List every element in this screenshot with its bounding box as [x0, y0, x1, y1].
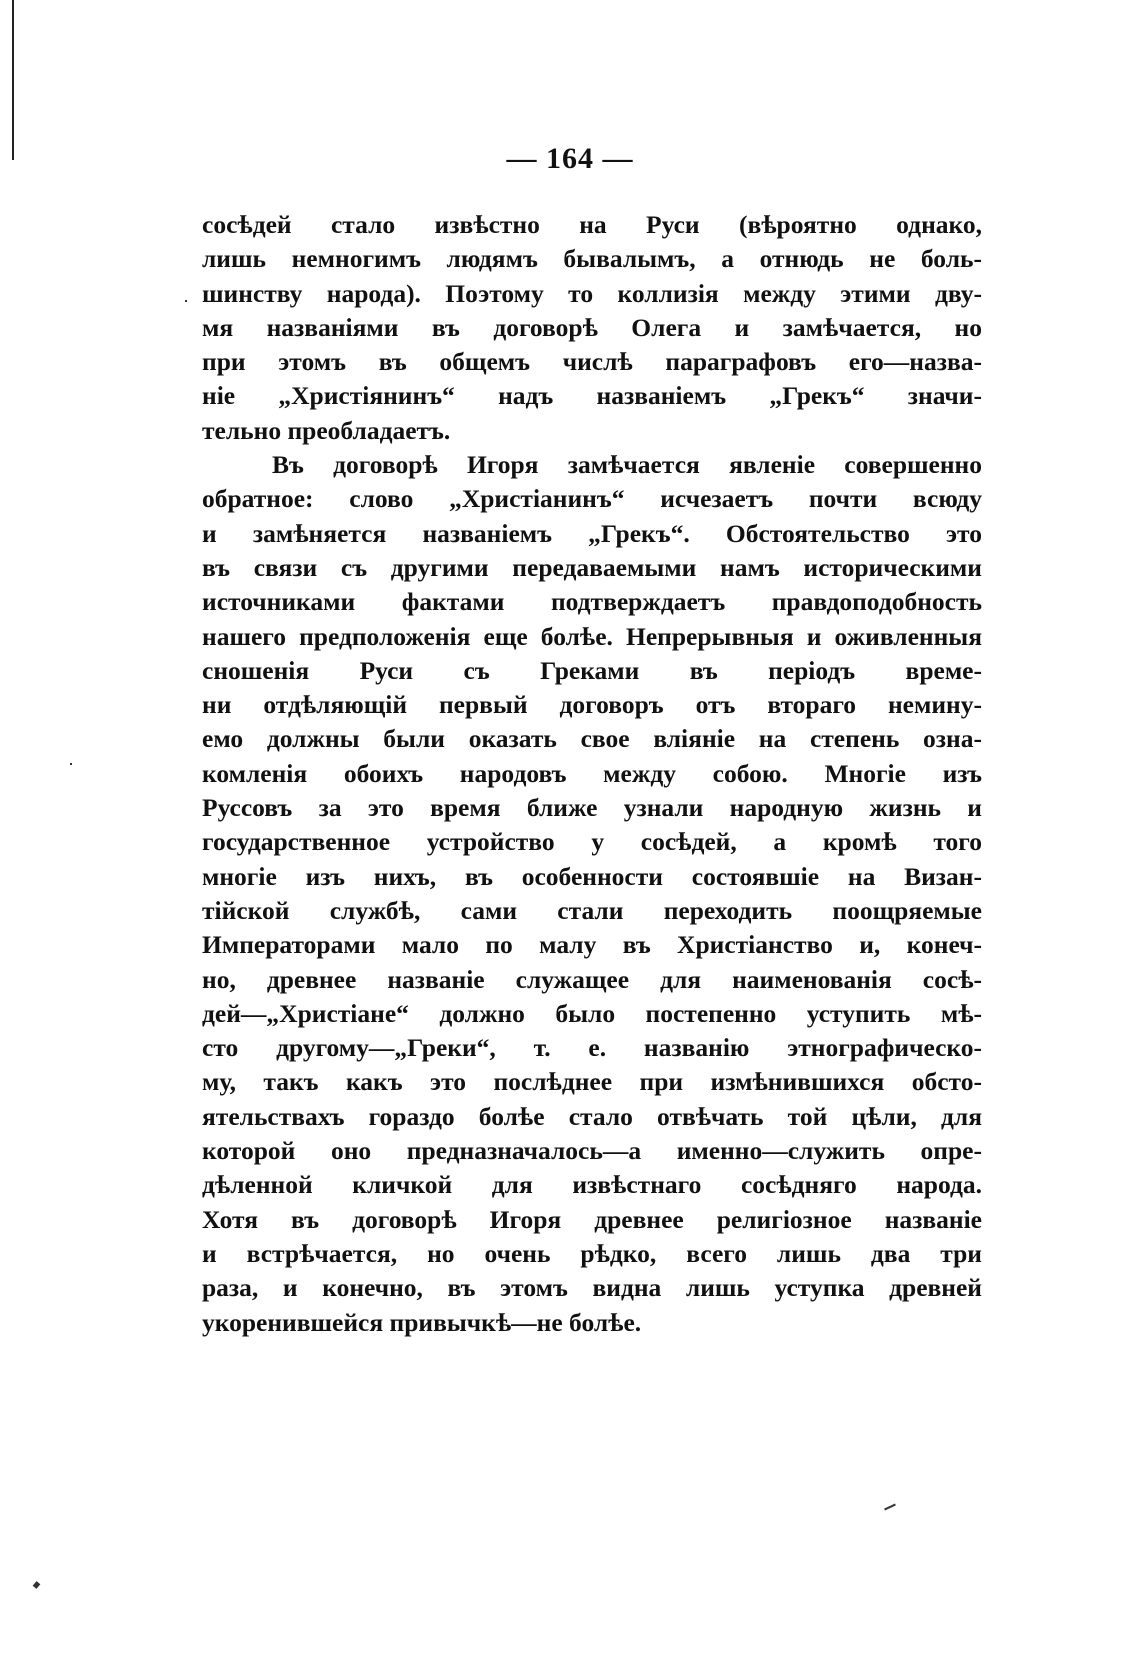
text-line: многіе изъ нихъ, въ особенности состоявшіе на Визан- — [202, 861, 982, 891]
text-line: дей—„Христіане“ должно было постепенно уступить мѣ- — [202, 998, 982, 1028]
page-edge-rule — [12, 0, 14, 160]
text-line: обратное: слово „Христіанинъ“ исчезаетъ почти всюду — [202, 484, 982, 514]
text-line: емо должны были оказать свое вліяніе на степень озна- — [202, 724, 982, 754]
scan-speck — [70, 763, 72, 765]
page-number: — 164 — — [506, 142, 634, 175]
text-line: въ связи съ другими передаваемыми намъ историческими — [202, 552, 982, 582]
text-line: комленія обоихъ народовъ между собою. Многіе изъ — [202, 758, 982, 788]
scan-speck — [884, 1504, 896, 1511]
text-line: ни отдѣляющій первый договоръ отъ втораго немину- — [202, 690, 982, 720]
scan-speck — [185, 300, 187, 302]
scan-speck — [33, 1581, 41, 1589]
text-line: и встрѣчается, но очень рѣдко, всего лишь два три — [202, 1238, 982, 1268]
text-line: сосѣдей стало извѣстно на Руси (вѣроятно однако, — [202, 210, 982, 239]
text-line: и замѣняется названіемъ „Грекъ“. Обстоятельство это — [202, 518, 982, 548]
text-line: нашего предположенія еще болѣе. Непрерывныя и оживленныя — [202, 621, 982, 651]
text-line: сношенія Руси съ Греками въ періодъ време- — [202, 655, 982, 685]
text-line: му, такъ какъ это послѣднее при измѣнившихся обсто- — [202, 1067, 982, 1097]
text-line: источниками фактами подтверждаетъ правдоподобность — [202, 587, 982, 617]
text-line: лишь немногимъ людямъ бывалымъ, а отнюдь не боль- — [202, 244, 982, 274]
text-line: Руссовъ за это время ближе узнали народную жизнь и — [202, 793, 982, 823]
text-line: дѣленной кличкой для извѣстнаго сосѣдняго народа. — [202, 1170, 982, 1200]
text-line: но, древнее названіе служащее для наименованія сосѣ- — [202, 964, 982, 994]
text-line: Императорами мало по малу въ Христіанство и, конеч- — [202, 930, 982, 960]
body-text — [202, 208, 982, 1340]
text-line: сто другому—„Греки“, т. е. названію этнографическо- — [202, 1033, 982, 1063]
text-line: мя названіями въ договорѣ Олега и замѣчается, но — [202, 312, 982, 342]
text-line: при этомъ въ общемъ числѣ параграфовъ его—назва- — [202, 347, 982, 377]
text-line: раза, и конечно, въ этомъ видна лишь уступка древней — [202, 1273, 982, 1303]
text-line: тельно преобладаетъ. — [202, 415, 451, 445]
text-line: ятельствахъ гораздо болѣе стало отвѣчать той цѣли, для — [202, 1101, 982, 1131]
text-line: Въ договорѣ Игоря замѣчается явленіе совершенно — [272, 450, 982, 480]
text-line: тійской службѣ, сами стали переходить поощряемые — [202, 895, 982, 925]
text-line: Хотя въ договорѣ Игоря древнее религіозное названіе — [202, 1204, 982, 1234]
text-line: шинству народа). Поэтому то коллизія между этими дву- — [202, 278, 982, 308]
text-line: государственное устройство у сосѣдей, а кромѣ того — [202, 827, 982, 857]
text-line: ніе „Христіянинъ“ надъ названіемъ „Грекъ“ значи- — [202, 381, 982, 411]
text-line: которой оно предназначалось—а именно—служить опре- — [202, 1136, 982, 1166]
text-line: укоренившейся привычкѣ—не болѣе. — [202, 1307, 642, 1337]
